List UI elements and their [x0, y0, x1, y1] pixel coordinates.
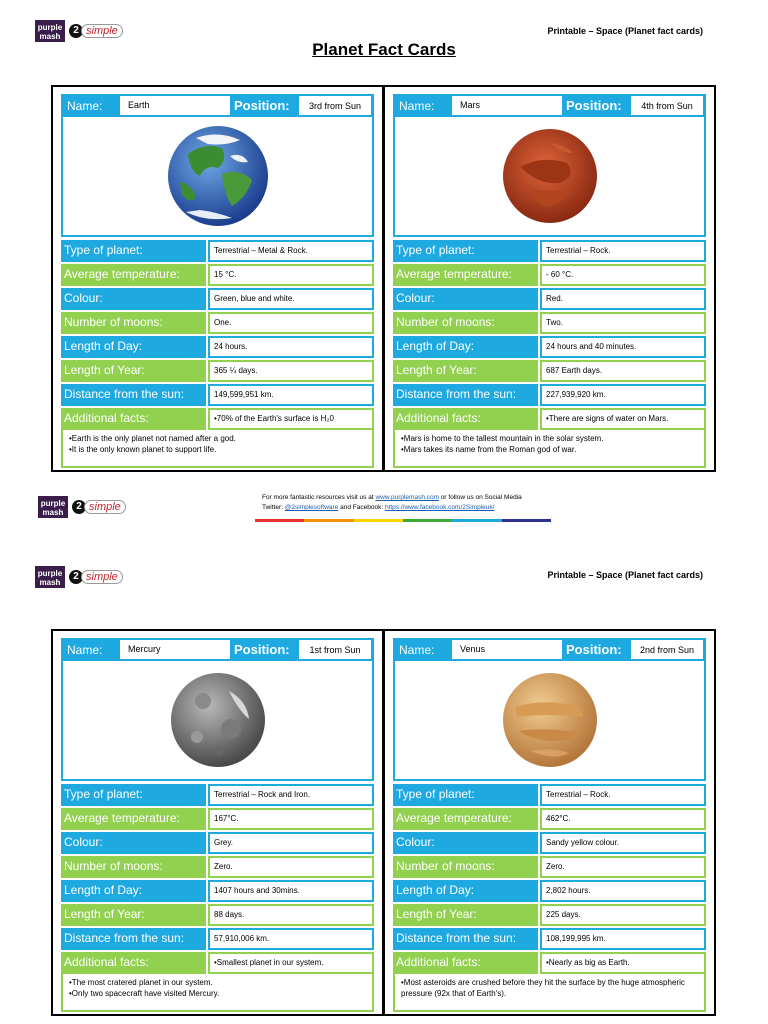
name-row	[61, 638, 374, 661]
moons-value: Zero.	[208, 856, 374, 878]
name-row	[61, 94, 374, 117]
fact-item: •Mars takes its name from the Roman god of war.	[401, 445, 577, 454]
position-value: 2nd from Sun	[631, 640, 703, 659]
facts-box	[393, 974, 706, 1012]
day-value: 24 hours and 40 minutes.	[540, 336, 706, 358]
name-value: Earth	[120, 96, 230, 115]
planet-card-mercury	[51, 629, 384, 1016]
row-day: Length of Day: 24 hours and 40 minutes.	[393, 336, 706, 358]
planet-card-earth	[51, 85, 384, 472]
moons-value: Zero.	[540, 856, 706, 878]
fact-item: •Mars is home to the tallest mountain in the solar system.	[401, 434, 604, 443]
row-year: Length of Year: 225 days.	[393, 904, 706, 926]
position-label: Position:	[566, 642, 622, 657]
row-year: Length of Year: 88 days.	[61, 904, 374, 926]
day-value: 2,802 hours.	[540, 880, 706, 902]
row-day: Length of Day: 1407 hours and 30mins.	[61, 880, 374, 902]
row-day: Length of Day: 24 hours.	[61, 336, 374, 358]
temperature-value: 15 °C.	[208, 264, 374, 286]
position-label: Position:	[234, 642, 290, 657]
mars-planet-image	[501, 127, 599, 225]
type-value: Terrestrial – Metal & Rock.	[208, 240, 374, 262]
row-moons: Number of moons: Zero.	[61, 856, 374, 878]
distance-value: 227,939,920 km.	[540, 384, 706, 406]
year-value: 225 days.	[540, 904, 706, 926]
fact-first-value: •Nearly as big as Earth.	[540, 952, 706, 974]
row-distance: Distance from the sun: 149,599,951 km.	[61, 384, 374, 406]
row-distance: Distance from the sun: 57,910,006 km.	[61, 928, 374, 950]
row-facts: Additional facts: •There are signs of water on Mars.	[393, 408, 706, 430]
row-type: Type of planet: Terrestrial – Rock.	[393, 784, 706, 806]
distance-value: 149,599,951 km.	[208, 384, 374, 406]
planet-card-mars	[383, 85, 716, 472]
row-moons: Number of moons: Two.	[393, 312, 706, 334]
row-temperature: Average temperature: 462°C.	[393, 808, 706, 830]
row-facts: Additional facts: •70% of the Earth's surface is H₂0	[61, 408, 374, 430]
fact-item: •It is the only known planet to support life.	[69, 445, 217, 454]
fact-item: •Most asteroids are crushed before they hit the surface by the huge atmospheric pressure (92x that of Earth's).	[401, 978, 685, 998]
name-label: Name:	[399, 99, 435, 113]
type-value: Terrestrial – Rock.	[540, 240, 706, 262]
header-caption: Printable – Space (Planet fact cards)	[547, 26, 703, 36]
position-value: 3rd from Sun	[299, 96, 371, 115]
name-value: Venus	[452, 640, 562, 659]
planet-image-box	[61, 117, 374, 237]
temperature-value: - 60 °C.	[540, 264, 706, 286]
facts-box	[393, 430, 706, 468]
name-row	[393, 94, 706, 117]
row-temperature: Average temperature: - 60 °C.	[393, 264, 706, 286]
distance-value: 57,910,006 km.	[208, 928, 374, 950]
fact-first-value: •There are signs of water on Mars.	[540, 408, 706, 430]
row-colour: Colour: Red.	[393, 288, 706, 310]
page-title: Planet Fact Cards	[312, 40, 456, 59]
position-label: Position:	[234, 98, 290, 113]
type-value: Terrestrial – Rock and Iron.	[208, 784, 374, 806]
facts-box	[61, 974, 374, 1012]
row-year: Length of Year: 687 Earth days.	[393, 360, 706, 382]
moons-value: One.	[208, 312, 374, 334]
temperature-value: 462°C.	[540, 808, 706, 830]
row-day: Length of Day: 2,802 hours.	[393, 880, 706, 902]
row-moons: Number of moons: One.	[61, 312, 374, 334]
fact-item: •Only two spacecraft have visited Mercury.	[69, 989, 220, 998]
row-colour: Colour: Grey.	[61, 832, 374, 854]
venus-planet-image	[501, 671, 599, 769]
earth-planet-image	[166, 124, 270, 228]
2simple-logo: 2 simple	[69, 23, 123, 39]
purple-mash-logo: purple mash	[35, 566, 65, 588]
row-temperature: Average temperature: 15 °C.	[61, 264, 374, 286]
planet-card-venus	[383, 629, 716, 1016]
position-label: Position:	[566, 98, 622, 113]
twitter-link[interactable]: @2simplesoftware	[284, 504, 339, 511]
row-temperature: Average temperature: 167°C.	[61, 808, 374, 830]
row-colour: Colour: Sandy yellow colour.	[393, 832, 706, 854]
facts-box	[61, 430, 374, 468]
fact-item: •Earth is the only planet not named after a god.	[69, 434, 236, 443]
row-facts: Additional facts: •Nearly as big as Earth.	[393, 952, 706, 974]
footer-text: For more fantastic resources visit us at www.purplemash.com or follow us on Social Media Twitter: @2simplesoftware and Facebook: https://www.facebook.com/2Simpleuk/	[262, 494, 522, 511]
planet-image-box	[393, 661, 706, 781]
name-value: Mercury	[120, 640, 230, 659]
planet-image-box	[61, 661, 374, 781]
header-caption-page2: Printable – Space (Planet fact cards)	[547, 570, 703, 580]
year-value: 365 ¼ days.	[208, 360, 374, 382]
year-value: 687 Earth days.	[540, 360, 706, 382]
type-value: Terrestrial – Rock.	[540, 784, 706, 806]
row-year: Length of Year: 365 ¼ days.	[61, 360, 374, 382]
row-distance: Distance from the sun: 108,199,995 km.	[393, 928, 706, 950]
fact-first-value: •70% of the Earth's surface is H₂0	[208, 408, 374, 430]
moons-value: Two.	[540, 312, 706, 334]
fact-item: •The most cratered planet in our system.	[69, 978, 213, 987]
row-distance: Distance from the sun: 227,939,920 km.	[393, 384, 706, 406]
name-row	[393, 638, 706, 661]
purple-mash-logo: purple mash	[38, 496, 68, 518]
2simple-logo: 2 simple	[69, 569, 123, 585]
purplemash-link[interactable]: www.purplemash.com	[375, 494, 440, 501]
name-label: Name:	[67, 99, 103, 113]
position-value: 1st from Sun	[299, 640, 371, 659]
colour-value: Sandy yellow colour.	[540, 832, 706, 854]
footer-logo-group	[38, 496, 126, 518]
fact-first-value: •Smallest planet in our system.	[208, 952, 374, 974]
row-moons: Number of moons: Zero.	[393, 856, 706, 878]
2simple-logo: 2 simple	[72, 499, 126, 515]
row-type: Type of planet: Terrestrial – Rock.	[393, 240, 706, 262]
name-value: Mars	[452, 96, 562, 115]
logo-group	[35, 20, 123, 42]
name-label: Name:	[399, 643, 435, 657]
colour-value: Grey.	[208, 832, 374, 854]
year-value: 88 days.	[208, 904, 374, 926]
rainbow-divider	[255, 519, 551, 522]
position-value: 4th from Sun	[631, 96, 703, 115]
day-value: 24 hours.	[208, 336, 374, 358]
planet-image-box	[393, 117, 706, 237]
logo-group-page2	[35, 566, 123, 588]
distance-value: 108,199,995 km.	[540, 928, 706, 950]
day-value: 1407 hours and 30mins.	[208, 880, 374, 902]
row-type: Type of planet: Terrestrial – Metal & Rock.	[61, 240, 374, 262]
row-facts: Additional facts: •Smallest planet in our system.	[61, 952, 374, 974]
facebook-link[interactable]: https://www.facebook.com/2Simpleuk/	[384, 504, 495, 511]
row-colour: Colour: Green, blue and white.	[61, 288, 374, 310]
temperature-value: 167°C.	[208, 808, 374, 830]
colour-value: Red.	[540, 288, 706, 310]
colour-value: Green, blue and white.	[208, 288, 374, 310]
row-type: Type of planet: Terrestrial – Rock and Iron.	[61, 784, 374, 806]
purple-mash-logo: purple mash	[35, 20, 65, 42]
mercury-planet-image	[169, 671, 267, 769]
name-label: Name:	[67, 643, 103, 657]
